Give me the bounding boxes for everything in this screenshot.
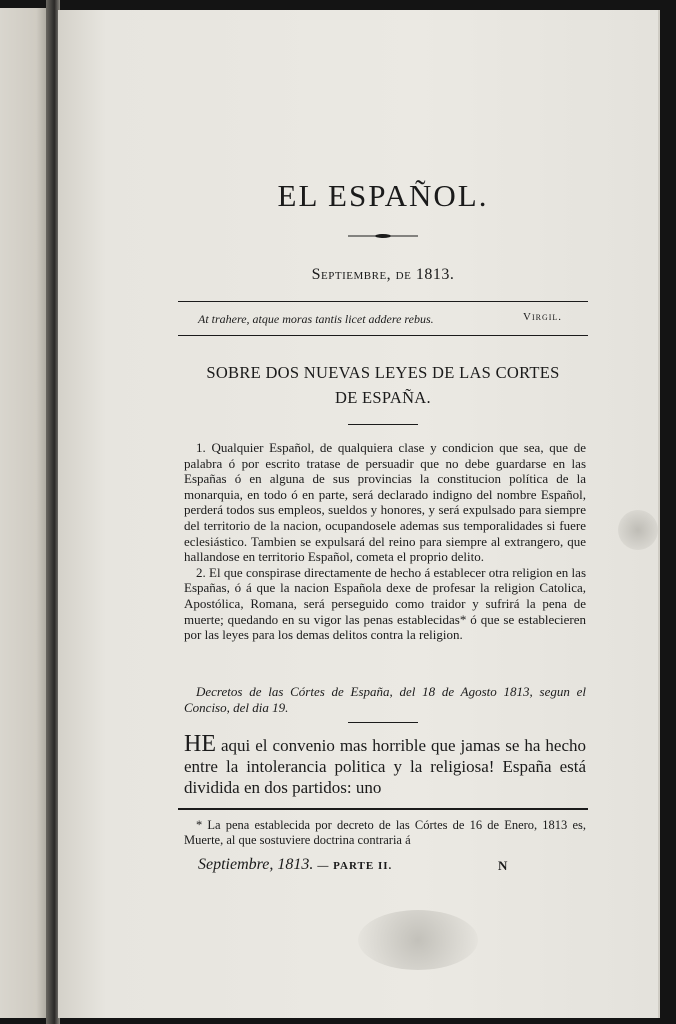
signature-mark: N (498, 858, 508, 873)
section-rule (348, 722, 418, 723)
decree-paragraph-1: 1. Qualquier Español, de qualquiera clase y condicion que sea, que de palabra ó por escrito tratase de persuadir que no debe guardarse en las Españas ó en alguna de sus provincias la constitucion política de la monarquia, en todo ó en parte, será declarado indigno del nombre Español, perderá todos sus empleos, sueldos y honores, y será expulsado para siempre del territorio de la nacion, ocupandosele ademas sus temporalidades si fuere eclesiástico. Tambien se expulsará del reino para siempre al extrangero, que hallandose en territorio Español, cometa el proprio delito. (184, 440, 586, 565)
opening-text: aqui el convenio mas horrible que jamas se ha hecho entre la intolerancia politica y la religiosa! España está dividida en dos partidos: uno (184, 736, 586, 797)
left-page-edge (0, 8, 52, 1018)
epigraph-author: Virgil. (523, 311, 563, 323)
decree-source: Decretos de las Córtes de España, del 18 de Agosto 1813, segun el Conciso, del dia 19. (184, 684, 586, 715)
decree-text (184, 440, 586, 643)
article-heading (178, 360, 588, 410)
issue-dateline: Septiembre, de 1813. (311, 266, 455, 283)
page-title: EL ESPAÑOL. (277, 178, 489, 213)
decree-paragraph-2: 2. El que conspirase directamente de hecho á establecer otra religion en las Españas, ó á que la nacion Española dexe de profesar la religion Catolica, Apostólica, Romana, será perseguido como traidor y sufrirá la pena de muerte; quedando en su vigor las penas establecidas* ó que se establecieren por las leyes para los demas delitos contra la religion. (184, 564, 586, 643)
heading-rule (348, 424, 418, 425)
article-heading-line2: DE ESPAÑA. (335, 388, 431, 407)
signature-line (198, 856, 588, 874)
signature-date: Septiembre, 1813. (198, 856, 314, 873)
top-rule (178, 301, 588, 302)
page-stain (618, 510, 658, 550)
footnote-rule (178, 808, 588, 810)
opening-dropcap: HE (184, 731, 216, 757)
footnote: * La pena establecida por decreto de las Córtes de 16 de Enero, 1813 es, Muerte, al que sostuviere doctrina contraria á (184, 818, 586, 847)
epigraph-text: At trahere, atque moras tantis licet addere rebus. (198, 312, 434, 326)
signature-part: — PARTE II. (317, 860, 393, 872)
ornament-divider-icon (348, 233, 418, 239)
opening-paragraph (184, 731, 586, 798)
book-page (58, 10, 660, 1018)
bottom-rule (178, 335, 588, 336)
article-heading-line1: SOBRE DOS NUEVAS LEYES DE LAS CORTES (206, 363, 560, 382)
page-stain (358, 910, 478, 970)
